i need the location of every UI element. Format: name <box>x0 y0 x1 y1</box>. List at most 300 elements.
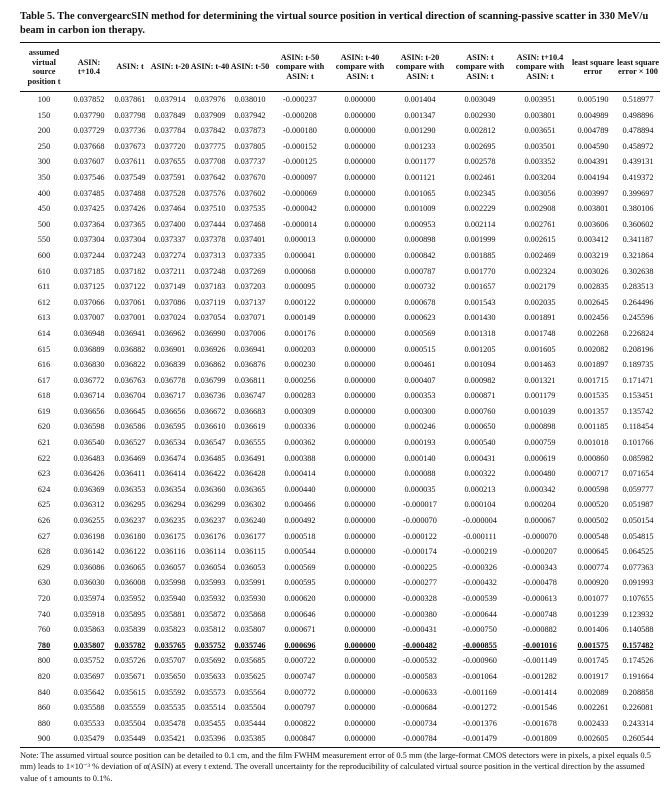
column-header: ASIN: t+10.4 <box>68 43 110 92</box>
table-cell: -0.000583 <box>403 671 437 681</box>
table-cell: 0.051987 <box>622 500 654 510</box>
table-cell: -0.000208 <box>283 110 317 120</box>
table-cell: 0.036527 <box>114 438 146 448</box>
table-row <box>20 310 660 326</box>
table-cell: 0.000000 <box>344 157 376 167</box>
table-cell: 0.037149 <box>154 282 186 292</box>
table-cell: 0.035726 <box>114 656 146 666</box>
table-cell: 0.036180 <box>114 531 146 541</box>
table-cell: 0.000140 <box>404 453 436 463</box>
table-cell: 0.036772 <box>73 375 105 385</box>
table-cell: 0.036299 <box>194 500 226 510</box>
table-cell: 0.035633 <box>194 671 226 681</box>
table-cell: 0.001897 <box>577 360 609 370</box>
table-cell: 0.003352 <box>524 157 556 167</box>
table-row <box>20 108 660 124</box>
table-cell: 0.000407 <box>404 375 436 385</box>
table-cell: 900 <box>20 731 68 747</box>
table-cell: 0.035444 <box>234 718 266 728</box>
table-row <box>20 575 660 591</box>
table-cell: 0.001347 <box>404 110 436 120</box>
table-cell: 0.001885 <box>464 250 496 260</box>
table-cell: 450 <box>37 204 51 214</box>
table-row <box>20 170 660 186</box>
table-cell: 0.035533 <box>73 718 105 728</box>
table-cell: 0.001065 <box>404 188 436 198</box>
table-cell: -0.000180 <box>283 126 317 136</box>
table-cell: 611 <box>37 282 51 292</box>
table-cell: 100 <box>37 95 51 104</box>
table-cell: 0.002578 <box>464 157 496 167</box>
table-cell: 0.036483 <box>73 453 105 463</box>
table-cell: -0.000111 <box>463 531 497 541</box>
table-row <box>20 419 660 435</box>
table-cell: 0.036054 <box>194 562 226 572</box>
table-row <box>20 731 660 747</box>
table-cell: 0.037203 <box>234 282 266 292</box>
table-cell: 0.037400 <box>154 219 186 229</box>
table-cell: 0.037468 <box>234 219 266 229</box>
table-cell: 0.037670 <box>234 172 266 182</box>
table-cell: 0.264496 <box>622 297 654 307</box>
table-cell: 0.037805 <box>234 141 266 151</box>
table-row <box>20 638 660 654</box>
table-cell: 0.135742 <box>622 406 654 416</box>
table-cell: 0.000000 <box>344 656 376 666</box>
table-cell: 0.000595 <box>284 578 316 588</box>
table-cell: 0.000461 <box>404 360 436 370</box>
table-cell: -0.000219 <box>463 547 497 557</box>
table-cell: -0.000125 <box>283 157 317 167</box>
table-cell: 0.000787 <box>404 266 436 276</box>
table-cell: 0.000000 <box>344 282 376 292</box>
table-cell: 0.002324 <box>524 266 556 276</box>
table-cell: 0.085982 <box>622 453 654 463</box>
column-header: ASIN: t-20 <box>150 43 190 92</box>
table-cell: 0.037061 <box>114 297 146 307</box>
table-cell: 400 <box>37 188 51 198</box>
table-cell: 0.036142 <box>73 547 105 557</box>
table-caption: Table 5. The convergearcSIN method for determining the virtual source position in vertical direction of scanning-passive scatter in 330 MeV/u beam in carbon ion therapy. <box>20 11 649 36</box>
table-cell: 0.000246 <box>404 422 436 432</box>
table-row <box>20 154 660 170</box>
table-cell: 0.037182 <box>114 266 146 276</box>
table-cell: 500 <box>37 219 51 229</box>
table-cell: 0.000000 <box>344 297 376 307</box>
table-cell: 0.000671 <box>284 625 316 635</box>
table-cell: 0.000000 <box>344 313 376 323</box>
table-cell: 0.037401 <box>234 235 266 245</box>
table-cell: -0.000014 <box>283 219 317 229</box>
table-cell: 0.000920 <box>577 578 609 588</box>
table-cell: -0.000613 <box>523 594 557 603</box>
table-cell: -0.000380 <box>403 609 437 619</box>
table-cell: 0.001179 <box>524 391 556 401</box>
table-cell: 0.037007 <box>73 313 105 323</box>
table-cell: 0.000000 <box>344 640 376 650</box>
table-cell: -0.001678 <box>523 718 557 728</box>
table-cell: 0.036057 <box>154 562 186 572</box>
table-cell: 0.037337 <box>154 235 186 245</box>
table-cell: 0.001999 <box>464 235 496 245</box>
table-cell: 0.002114 <box>464 219 496 229</box>
table-cell: 0.003026 <box>577 266 609 276</box>
table-row <box>20 326 660 342</box>
table-cell: 0.037183 <box>194 282 226 292</box>
table-cell: 0.035752 <box>194 640 226 650</box>
table-row <box>20 653 660 669</box>
table-row <box>20 217 660 233</box>
table-cell: 0.036177 <box>234 531 266 541</box>
table-cell: 0.000000 <box>344 469 376 479</box>
table-cell: 0.036714 <box>73 391 105 401</box>
table-cell: 0.037607 <box>73 157 105 167</box>
table-cell: -0.000070 <box>403 516 437 526</box>
table-cell: 0.037488 <box>114 188 146 198</box>
header-row <box>20 43 660 92</box>
table-cell: 0.037313 <box>194 250 226 260</box>
table-cell: 0.000283 <box>284 391 316 401</box>
table-cell: 0.002615 <box>524 235 556 245</box>
table-cell: 0.036747 <box>234 391 266 401</box>
table-cell: 0.037914 <box>154 95 186 104</box>
table-row <box>20 139 660 155</box>
table-cell: -0.000152 <box>283 141 317 151</box>
table-cell: 0.035868 <box>234 609 266 619</box>
table-cell: 0.037054 <box>194 313 226 323</box>
table-cell: 0.000000 <box>344 516 376 526</box>
table-cell: 0.000000 <box>344 438 376 448</box>
table-cell: 0.037211 <box>154 266 186 276</box>
table-cell: 0.000000 <box>330 731 390 747</box>
table-cell: 0.004989 <box>577 110 609 120</box>
table-cell: 0.035504 <box>234 703 266 713</box>
table-cell: 0.036175 <box>154 531 186 541</box>
table-cell: 0.260544 <box>616 731 660 747</box>
table-cell: 626 <box>37 516 51 526</box>
table-row <box>20 544 660 560</box>
table-cell: 0.036941 <box>234 344 266 354</box>
table-cell: 820 <box>37 671 51 681</box>
table-cell: 0.360602 <box>622 219 654 229</box>
table-cell: 0.002469 <box>524 250 556 260</box>
table-cell: 0.283513 <box>622 282 654 292</box>
table-cell: 0.002089 <box>577 687 609 697</box>
table-cell: 800 <box>37 656 51 666</box>
table-cell: 0.243314 <box>622 718 654 728</box>
table-cell: 0.001917 <box>577 671 609 681</box>
table-cell: 0.035421 <box>150 731 190 747</box>
table-cell: 0.035564 <box>234 687 266 697</box>
table-cell: 0.000000 <box>344 671 376 681</box>
table-cell: 0.000000 <box>344 531 376 541</box>
table-cell: 628 <box>37 547 51 557</box>
table-cell: 0.036610 <box>194 422 226 432</box>
table-cell: 0.035396 <box>190 731 230 747</box>
table-cell: 0.035998 <box>154 578 186 588</box>
table-cell: 0.035592 <box>154 687 186 697</box>
table-cell: 0.037842 <box>194 126 226 136</box>
table-cell: 0.000000 <box>344 609 376 619</box>
table-cell: -0.001809 <box>510 731 570 747</box>
table-cell: 0.226081 <box>622 703 654 713</box>
table-cell: 627 <box>37 531 51 541</box>
table-cell: 0.000717 <box>577 469 609 479</box>
table-cell: 0.001233 <box>404 141 436 151</box>
table-cell: 0.036941 <box>114 328 146 338</box>
table-cell: 0.000176 <box>284 328 316 338</box>
table-cell: 0.000502 <box>577 516 609 526</box>
table-cell: 0.000203 <box>284 344 316 354</box>
table-cell: 0.001205 <box>464 344 496 354</box>
table-cell: 0.036704 <box>114 391 146 401</box>
table-cell: 0.036830 <box>73 360 105 370</box>
table-cell: 0.035993 <box>194 578 226 588</box>
table-cell: 0.035952 <box>114 594 146 603</box>
table-cell: 0.059777 <box>622 484 654 494</box>
table-cell: 600 <box>37 250 51 260</box>
table-cell: 0.002605 <box>570 731 616 747</box>
table-cell: -0.000097 <box>283 172 317 182</box>
table-cell: 0.036255 <box>73 516 105 526</box>
table-cell: -0.001064 <box>463 671 497 681</box>
table-cell: 0.226824 <box>622 328 654 338</box>
table-cell: 0.003997 <box>577 188 609 198</box>
table-cell: 0.002082 <box>577 344 609 354</box>
table-cell: 0.036822 <box>114 360 146 370</box>
table-cell: 0.037122 <box>114 282 146 292</box>
table-cell: 0.003049 <box>464 95 496 104</box>
table-cell: 0.037736 <box>114 126 146 136</box>
table-cell: 0.000013 <box>284 235 316 245</box>
table-cell: 0.036176 <box>194 531 226 541</box>
table-cell: 0.000000 <box>344 172 376 182</box>
table-cell: 0.035697 <box>73 671 105 681</box>
table-cell: 0.037006 <box>234 328 266 338</box>
table-cell: 0.001605 <box>524 344 556 354</box>
table-cell: 0.000569 <box>404 328 436 338</box>
table-cell: 0.000213 <box>464 484 496 494</box>
table-cell: 0.000696 <box>284 640 316 650</box>
table-cell: 0.035625 <box>234 671 266 681</box>
table-cell: 0.001543 <box>464 297 496 307</box>
table-cell: 0.101766 <box>622 438 654 448</box>
table-cell: 0.036839 <box>154 360 186 370</box>
table-cell: 0.037642 <box>194 172 226 182</box>
table-cell: 0.091993 <box>622 578 654 588</box>
table-cell: 0.037852 <box>73 95 105 104</box>
table-cell: 0.036053 <box>234 562 266 572</box>
table-cell: 0.035692 <box>194 656 226 666</box>
table-cell: 0.302638 <box>622 266 654 276</box>
table-cell: -0.000004 <box>463 516 497 526</box>
table-cell: 0.035974 <box>73 594 105 603</box>
table-cell: 0.036683 <box>234 406 266 416</box>
table-cell: 0.000722 <box>284 656 316 666</box>
table-cell: -0.000644 <box>463 609 497 619</box>
table-cell: -0.001016 <box>523 640 557 650</box>
table-cell: 0.037775 <box>194 141 226 151</box>
table-cell: 0.189735 <box>622 360 654 370</box>
table-cell: 0.036948 <box>73 328 105 338</box>
table-cell: -0.001282 <box>523 671 557 681</box>
table-cell: 0.036065 <box>114 562 146 572</box>
table-cell: 0.036672 <box>194 406 226 416</box>
table-cell: 0.000569 <box>284 562 316 572</box>
table-cell: 0.037485 <box>73 188 105 198</box>
table-cell: 0.035504 <box>114 718 146 728</box>
table-cell: -0.000432 <box>463 578 497 588</box>
table-cell: 0.037425 <box>73 204 105 214</box>
table-row <box>20 482 660 498</box>
table-cell: 0.000544 <box>284 547 316 557</box>
table-cell: -0.000237 <box>283 95 317 104</box>
table-cell: 0.000000 <box>344 718 376 728</box>
table-cell: 0.036116 <box>154 547 186 557</box>
table-cell: 0.035535 <box>154 703 186 713</box>
table-cell: 0.036365 <box>234 484 266 494</box>
table-cell: 0.000088 <box>404 469 436 479</box>
table-cell: 0.001239 <box>577 609 609 619</box>
table-cell: 0.035807 <box>234 625 266 635</box>
table-cell: 0.036008 <box>114 578 146 588</box>
table-row <box>20 342 660 358</box>
table-cell: 0.000068 <box>284 266 316 276</box>
table-cell: 0.035807 <box>73 640 105 650</box>
table-cell: 0.035872 <box>194 609 226 619</box>
table-cell: 0.036763 <box>114 375 146 385</box>
table-cell: 0.000732 <box>404 282 436 292</box>
table-cell: 0.037086 <box>154 297 186 307</box>
table-cell: -0.000882 <box>523 625 557 635</box>
table-cell: 0.000000 <box>344 328 376 338</box>
table-cell: 0.000515 <box>404 344 436 354</box>
table-row <box>20 560 660 576</box>
table-cell: 0.000000 <box>344 406 376 416</box>
table-cell: 0.035881 <box>154 609 186 619</box>
table-cell: 0.002035 <box>524 297 556 307</box>
table-cell: 0.000204 <box>524 500 556 510</box>
table-cell: 0.000000 <box>344 422 376 432</box>
table-cell: 0.002179 <box>524 282 556 292</box>
table-cell: 0.036235 <box>154 516 186 526</box>
table-cell: 0.000362 <box>284 438 316 448</box>
table-cell: -0.001149 <box>523 656 557 666</box>
table-cell: 0.000797 <box>284 703 316 713</box>
table-cell: 0.002456 <box>577 313 609 323</box>
table-row <box>20 591 660 607</box>
table-cell: 0.036294 <box>154 500 186 510</box>
table-cell: 0.035918 <box>73 609 105 619</box>
table-cell: 0.001177 <box>404 157 436 167</box>
table-cell: 0.037364 <box>73 219 105 229</box>
table-cell: 0.000772 <box>284 687 316 697</box>
table-cell: 0.245596 <box>622 313 654 323</box>
table-cell: 0.054815 <box>622 531 654 541</box>
table-cell: 0.000041 <box>284 250 316 260</box>
table-cell: 0.036469 <box>114 453 146 463</box>
table-cell: 0.001657 <box>464 282 496 292</box>
column-header: least square error <box>570 43 616 92</box>
table-cell: 0.037668 <box>73 141 105 151</box>
table-cell: 0.000842 <box>404 250 436 260</box>
table-cell: 0.000000 <box>344 219 376 229</box>
table-header <box>20 43 660 92</box>
table-cell: 0.036312 <box>73 500 105 510</box>
table-cell: 619 <box>37 406 51 416</box>
table-cell: 0.037798 <box>114 110 146 120</box>
table-cell: 0.000000 <box>344 625 376 635</box>
table-cell: 0.036598 <box>73 422 105 432</box>
table-cell: 0.036414 <box>154 469 186 479</box>
table-cell: -0.000042 <box>283 204 317 214</box>
table-cell: 0.000000 <box>344 375 376 385</box>
table-cell: 0.037066 <box>73 297 105 307</box>
table-cell: 0.037549 <box>114 172 146 182</box>
table-cell: 0.107655 <box>622 594 654 603</box>
table-cell: 0.001463 <box>524 360 556 370</box>
table-cell: 0.037976 <box>194 95 226 104</box>
table-cell: 0.036799 <box>194 375 226 385</box>
table-cell: 0.037673 <box>114 141 146 151</box>
table-cell: -0.000174 <box>403 547 437 557</box>
table-row <box>20 451 660 467</box>
table-cell: 0.036645 <box>114 406 146 416</box>
table-cell: 860 <box>37 703 51 713</box>
table-cell: -0.001414 <box>523 687 557 697</box>
table-row <box>20 404 660 420</box>
table-cell: -0.001272 <box>463 703 497 713</box>
table-row <box>20 685 660 701</box>
table-cell: 0.036114 <box>194 547 226 557</box>
table-cell: 0.153451 <box>622 391 654 401</box>
table-cell: 0.000619 <box>524 453 556 463</box>
table-row <box>20 295 660 311</box>
table-cell: 0.001535 <box>577 391 609 401</box>
table-cell: 0.001357 <box>577 406 609 416</box>
table-cell: 0.037137 <box>234 297 266 307</box>
table-cell: -0.000225 <box>403 562 437 572</box>
table-cell: 300 <box>37 157 51 167</box>
table-cell: 0.036547 <box>194 438 226 448</box>
table-cell: 0.037024 <box>154 313 186 323</box>
table-cell: 0.036555 <box>234 438 266 448</box>
table-cell: 0.037125 <box>73 282 105 292</box>
table-cell: 0.001094 <box>464 360 496 370</box>
table-cell: 0.000898 <box>404 235 436 245</box>
table-row <box>20 388 660 404</box>
table-cell: 0.000000 <box>344 141 376 151</box>
table-row <box>20 435 660 451</box>
table-cell: 0.037269 <box>234 266 266 276</box>
table-cell: 0.037909 <box>194 110 226 120</box>
table-cell: 0.208196 <box>622 344 654 354</box>
table-cell: 0.002268 <box>577 328 609 338</box>
column-header: ASIN: t-40 compare with ASIN: t <box>330 43 390 92</box>
table-cell: 0.036619 <box>234 422 266 432</box>
table-cell: 0.003651 <box>524 126 556 136</box>
table-cell: 0.037655 <box>154 157 186 167</box>
table-cell: 0.036240 <box>234 516 266 526</box>
table-cell: 0.036086 <box>73 562 105 572</box>
table-cell: 0.035991 <box>234 578 266 588</box>
table-cell: 0.035650 <box>154 671 186 681</box>
table-cell: 0.000466 <box>284 500 316 510</box>
table-cell: 0.157482 <box>622 640 654 650</box>
table-cell: -0.000855 <box>463 640 497 650</box>
table-cell: 0.000598 <box>577 484 609 494</box>
table-cell: 0.036198 <box>73 531 105 541</box>
